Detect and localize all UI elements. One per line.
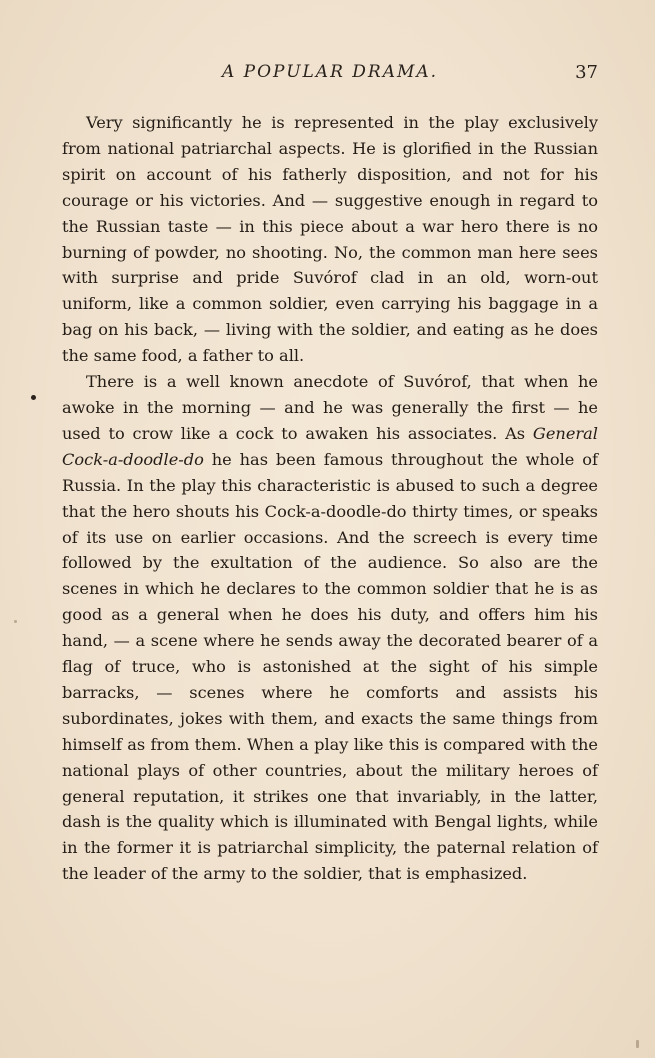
paragraph-2-text-start: There is a well known anecdote of Suvórof, that when he awoke in the morning — and he was generally the first — he used to crow like a cock to awaken his associates. As xyxy=(62,372,598,443)
paragraph-1-text: Very significantly he is represented in the play exclusively from national patriarchal aspects. He is glorified in the Russian spirit on account of his fatherly disposition, and not for his courage or his victories. And — suggestive enough in regard to the Russian taste — in this piece about a war hero there is no burning of powder, no shooting. No, the common man here sees with surprise and pride Suvórof clad in an old, worn-out uniform, like a common soldier, even carrying his baggage in a bag on his back, — living with the soldier, and eating as he does the same food, a father to all. xyxy=(62,113,598,366)
running-head: A POPULAR DRAMA. xyxy=(222,62,439,82)
page-number: 37 xyxy=(575,62,598,83)
paper-speck xyxy=(636,1040,639,1048)
paragraph-2 xyxy=(62,369,598,887)
margin-dot xyxy=(31,395,36,400)
italic-epithet: General Cock-a-doodle-do xyxy=(62,423,598,469)
page-header xyxy=(62,62,598,88)
paragraph-2-text-end: he has been famous throughout the whole of Russia. In the play this characteristic is abused to such a degree that the hero shouts his Cock-a-doodle-do thirty times, or speaks of its use on earlier occasions. And the screech is every time followed by the exultation of the audience. So also are the scenes in which he declares to the common soldier that he is as good as a general when he does his duty, and offers him his hand, — a scene where he sends away the decorated bearer of a flag of truce, who is astonished at the sight of his simple barracks, — scenes where he comforts and assists his subordinates, jokes with them, and exacts the same things from himself as from them. When a play like this is compared with the national plays of other countries, about the military heroes of general reputation, it strikes one that invariably, in the latter, dash is the quality which is illuminated with Bengal lights, while in the former it is patriarchal simplicity, the paternal relation of the leader of the army to the soldier, that is emphasized. xyxy=(62,449,598,884)
body-text xyxy=(62,110,598,887)
paragraph-1 xyxy=(62,110,598,369)
paper-speck xyxy=(14,620,17,623)
